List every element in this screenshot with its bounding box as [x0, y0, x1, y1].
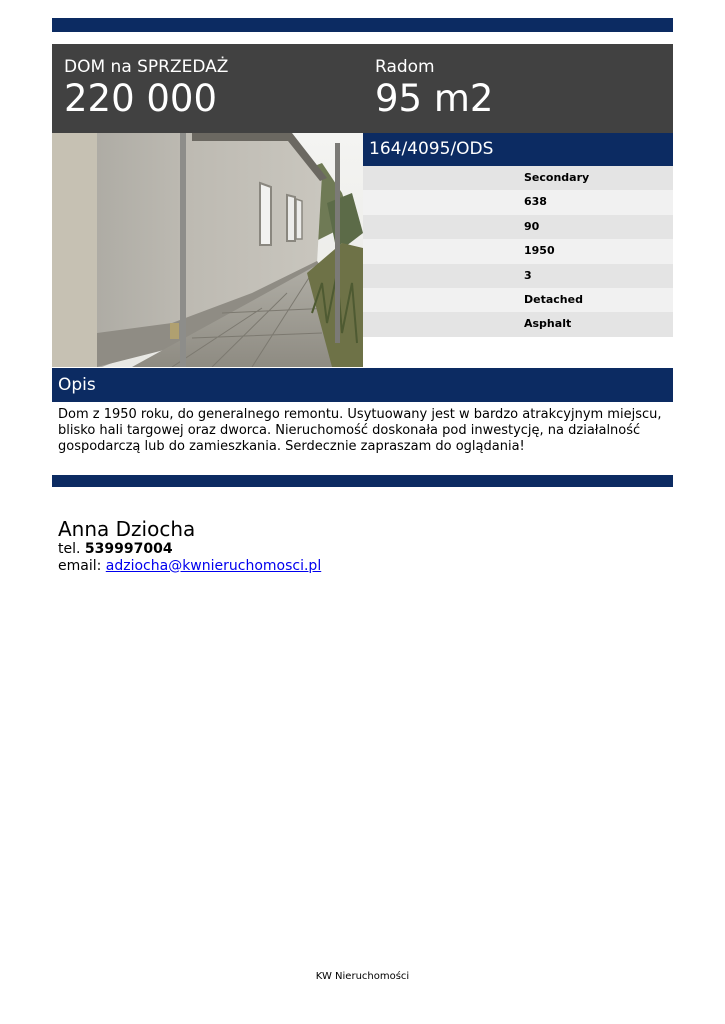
description-text: Dom z 1950 roku, do generalnego remontu. Usytuowany jest w bardzo atrakcyjnym miejscu, blisko hali targowej oraz dworca. Nieruchomość doskonała pod inwestycję, na działalność gospodarczą lub do zamieszkania. Serdecznie zapraszam do oglądania! — [58, 407, 662, 454]
listing-type: DOM na SPRZEDAŻ — [64, 57, 229, 77]
agent-phone-label: tel. — [58, 541, 81, 557]
listing-reference: 164/4095/ODS — [363, 133, 673, 166]
property-photo — [52, 133, 363, 367]
property-details-table — [363, 166, 673, 337]
detail-rooms: 3 — [363, 264, 673, 288]
section-divider-bar — [52, 475, 673, 487]
agent-phone: 539997004 — [84, 541, 173, 557]
house-photo-illustration — [52, 133, 363, 367]
agent-email-label: email: — [58, 557, 102, 574]
description-title: Opis — [52, 368, 673, 402]
agent-email-line — [58, 558, 321, 575]
listing-price: 220 000 — [64, 77, 218, 120]
agent-contact — [58, 517, 321, 574]
header-right — [375, 57, 493, 120]
agent-phone-line — [58, 541, 321, 558]
detail-usable-area: 90 — [363, 215, 673, 239]
detail-access-road: Asphalt — [363, 312, 673, 336]
listing-city: Radom — [375, 57, 435, 77]
listing-header — [52, 44, 673, 133]
detail-year-built: 1950 — [363, 239, 673, 263]
agent-name: Anna Dziocha — [58, 517, 196, 541]
detail-plot-area: 638 — [363, 190, 673, 214]
detail-market: Secondary — [363, 166, 673, 190]
agent-email-link[interactable]: adziocha@kwnieruchomosci.pl — [105, 557, 322, 574]
detail-building-type: Detached — [363, 288, 673, 312]
listing-area: 95 m2 — [375, 77, 494, 120]
footer-company: KW Nieruchomości — [315, 971, 410, 982]
top-accent-bar — [52, 18, 673, 32]
header-left — [64, 57, 228, 120]
